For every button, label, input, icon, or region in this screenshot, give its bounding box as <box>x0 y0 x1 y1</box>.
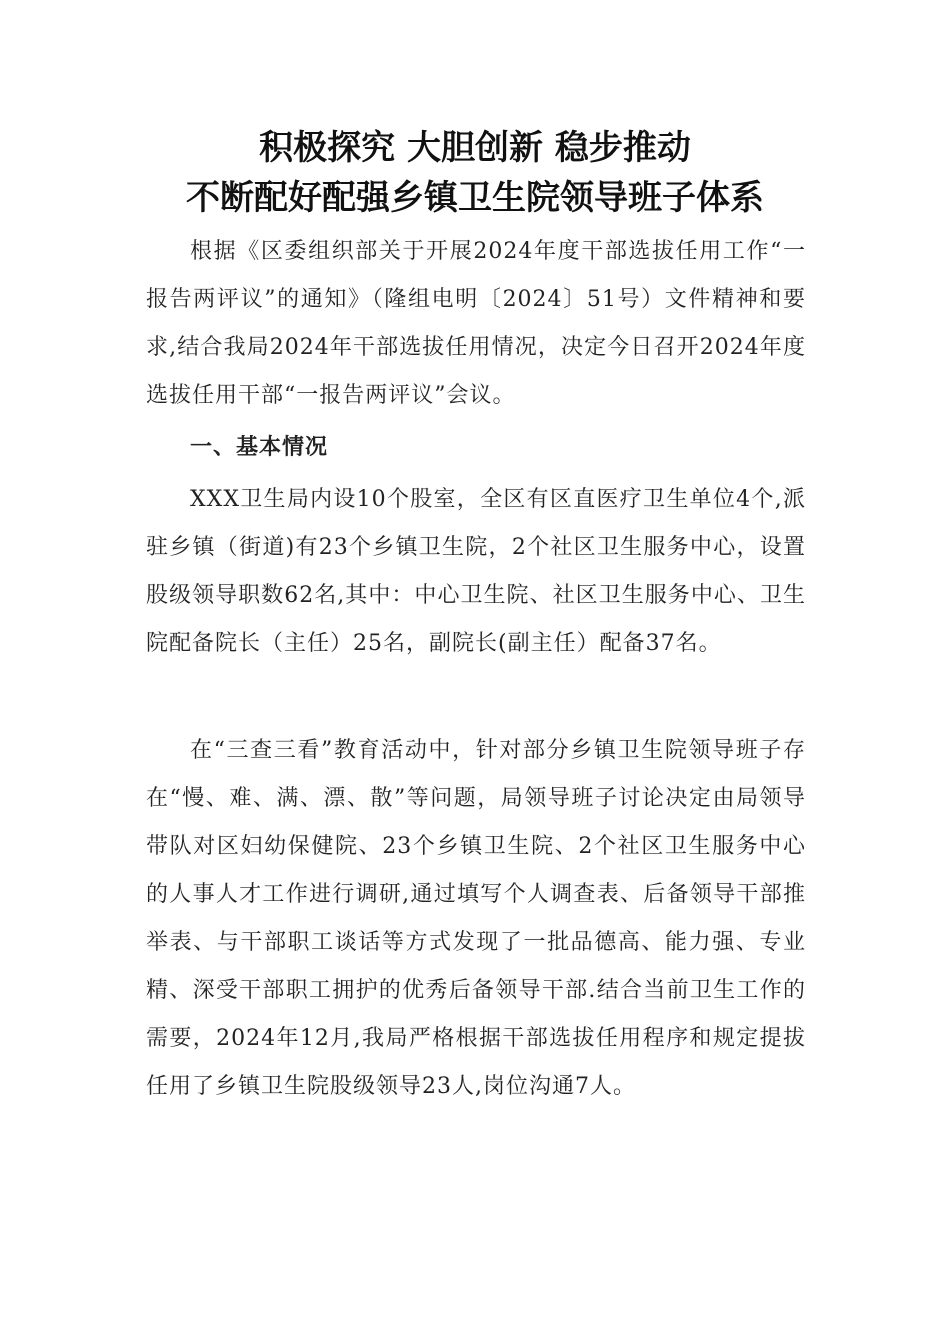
paragraph-basic-info: XXX卫生局内设10个股室，全区有区直医疗卫生单位4个,派驻乡镇（街道)有23个乡镇卫生院，2个社区卫生服务中心，设置股级领导职数62名,其中：中心卫生院、社区卫生服务中心、卫生院配备院长（主任）25名，副院长(副主任）配备37名。 <box>146 487 806 656</box>
paragraph-intro: 根据《区委组织部关于开展2024年度干部选拔任用工作“一报告两评议”的通知》（隆组电明〔2024〕51号）文件精神和要求,结合我局2024年干部选拔任用情况，决定今日召开2024年度选拔任用干部“一报告两评议”会议。 <box>146 239 806 408</box>
document-title-line1: 积极探究 大胆创新 稳步推动 <box>259 128 691 168</box>
document-title-line2: 不断配好配强乡镇卫生院领导班子体系 <box>186 178 764 218</box>
paragraph-activity: 在“三查三看”教育活动中，针对部分乡镇卫生院领导班子存在“慢、难、满、漂、散”等问题，局领导班子讨论决定由局领导带队对区妇幼保健院、23个乡镇卫生院、2个社区卫生服务中心的人事人才工作进行调研,通过填写个人调查表、后备领导干部推举表、与干部职工谈话等方式发现了一批品德高、能力强、专业精、深受干部职工拥护的优秀后备领导干部.结合当前卫生工作的需要，2024年12月,我局严格根据干部选拔任用程序和规定提拔任用了乡镇卫生院股级领导23人,岗位沟通7人。 <box>146 738 806 1099</box>
section-heading-basic-situation: 一、基本情况 <box>190 435 329 460</box>
